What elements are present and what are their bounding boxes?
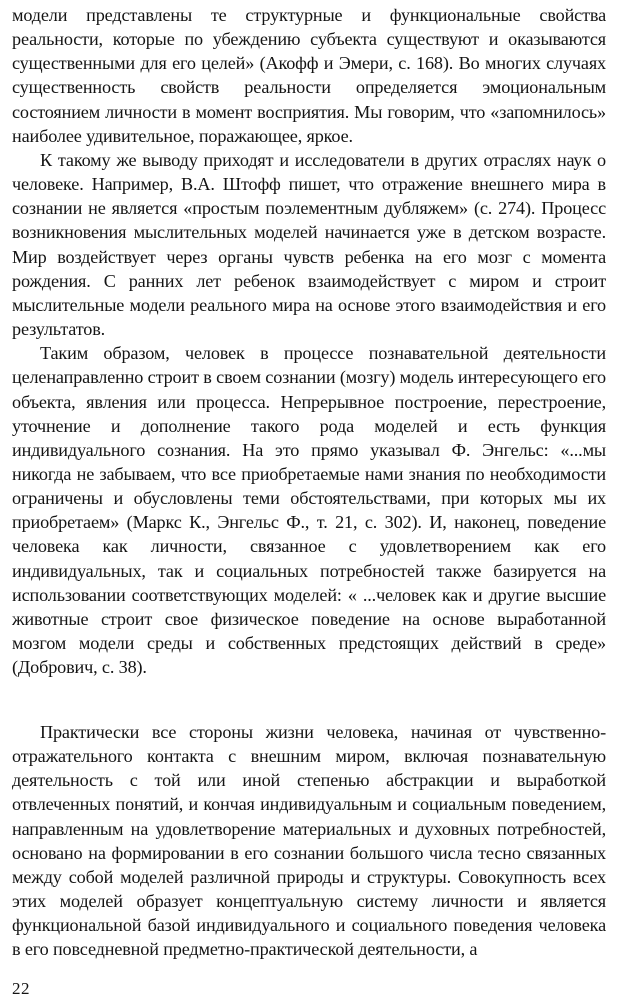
paragraph-3: Таким образом, человек в процессе познавательной деятельности целенаправленно строит в своем сознании (мозгу) модель интересующего его объекта, явления или процесса. Непрерывное построение, перестроение, уточнение и дополнение такого рода моделей и есть функция индивидуального сознания. На это прямо указывал Ф. Энгельс: «...мы никогда не забываем, что все приобретаемые нами знания по необходимости ограничены и обусловлены теми обстоятельствами, при которых мы их приобретаем» (Маркс К., Энгельс Ф., т. 21, с. 302). И, наконец, поведение человека как личности, связанное с удовлетворением как его индивидуальных, так и социальных потребностей также базируется на использовании соответствующих моделей: « ...человек как и другие высшие животные строит свое физическое поведение на основе выработанной мозгом модели среды и собственных предстоящих действий в среде» (Добрович, с. 38). bbox=[12, 343, 606, 678]
paragraph-4: Практически все стороны жизни человека, начиная от чувственно-отражательного контакта с внешним миром, включая познавательную деятельность с той или иной степенью абстракции и выработкой отвлеченных понятий, и кончая индивидуальным и социальным поведением, направленным на удовлетворение материальных и духовных потребностей, основано на формировании в его сознании большого числа тесно связанных между собой моделей различной природы и структуры. Совокупность всех этих моделей образует концептуальную систему личности и является функциональной базой индивидуального и социального поведения человека в его повседневной предметно-практической деятельности, а bbox=[12, 722, 606, 960]
page-number: 22 bbox=[12, 979, 30, 998]
paragraph-1: модели представлены те структурные и функциональные свойства реальности, которые по убеждению субъекта существуют и оказываются существенными для его целей» (Акофф и Эмери, с. 168). Во многих случаях существенность свойств реальности определяется эмоциональным состоянием личности в момент восприятия. Мы говорим, что «запомнилось» наиболее удивительное, поражающее, яркое. bbox=[12, 5, 606, 146]
paragraph-2: К такому же выводу приходят и исследователи в других отраслях наук о человеке. Например, В.А. Штофф пишет, что отражение внешнего мира в сознании не является «простым поэлементным дубляжем» (с. 274). Процесс возникновения мыслительных моделей начинается уже в детском возрасте. Мир воздействует через органы чувств ребенка на его мозг с момента рождения. С ранних лет ребенок взаимодействует с миром и строит мыслительные модели реального мира на основе этого взаимодействия и его результатов. bbox=[12, 149, 606, 340]
text-block-top bbox=[12, 3, 606, 679]
text-block-bottom bbox=[12, 720, 606, 962]
